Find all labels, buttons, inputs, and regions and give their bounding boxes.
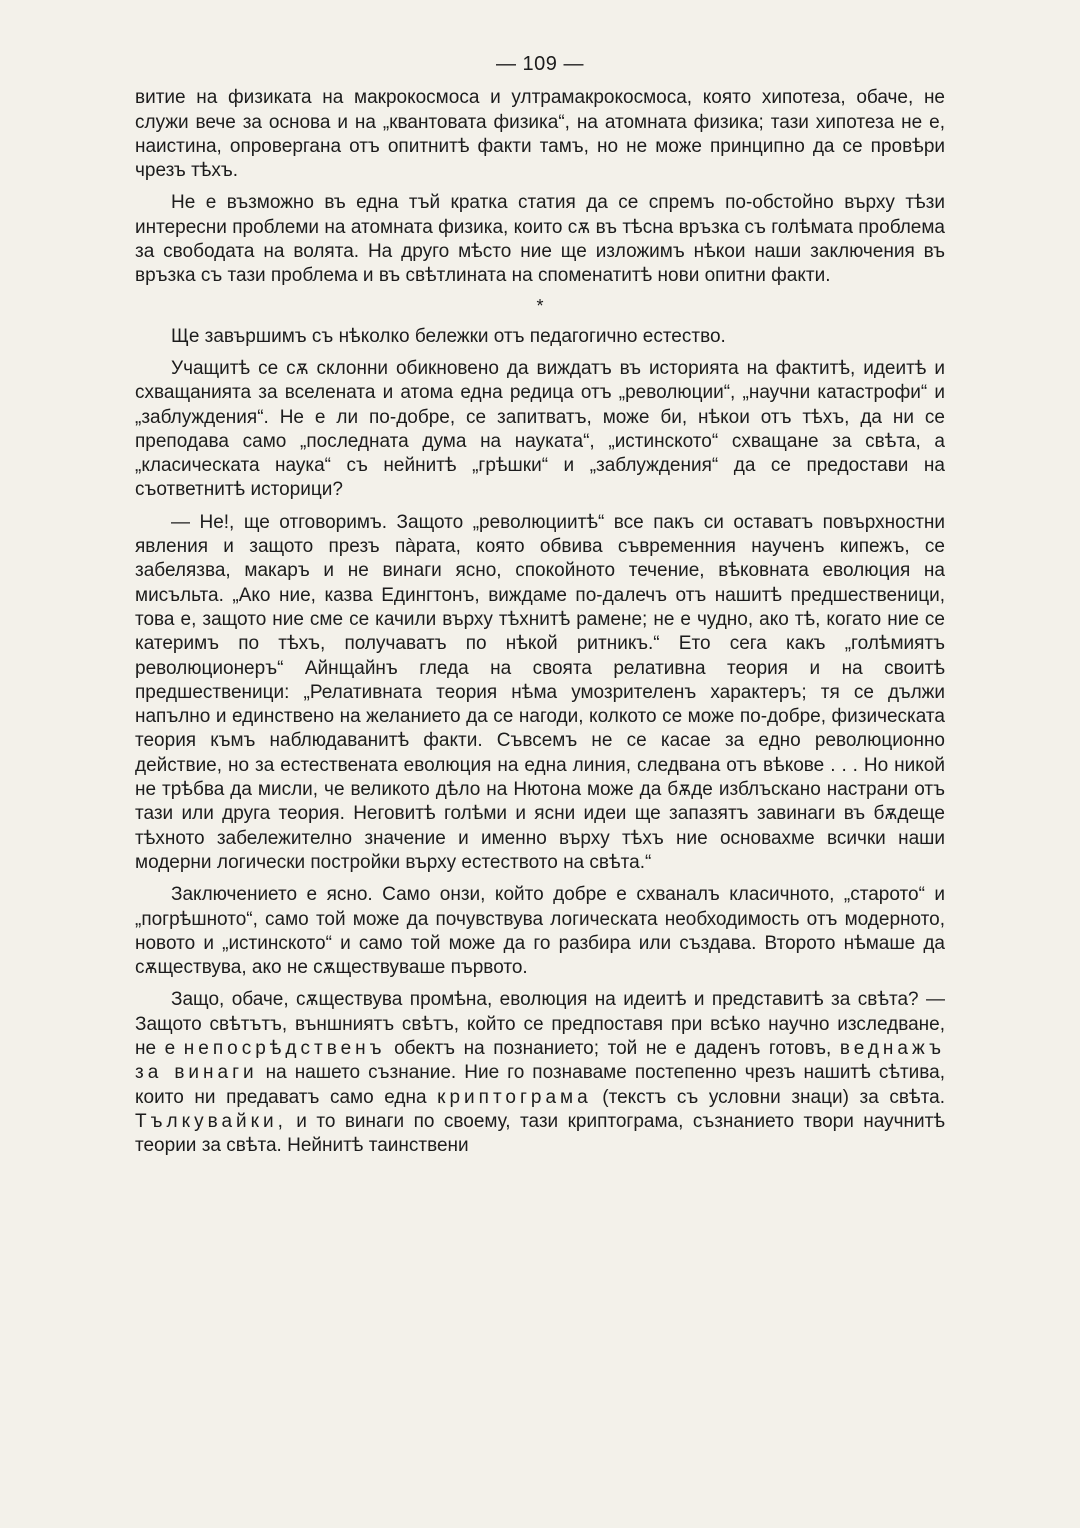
paragraph-7-part4: (текстъ съ условни знаци) за свѣта. <box>591 1086 945 1108</box>
emphasis-interpreting: Тълкувайки, <box>135 1110 287 1132</box>
emphasis-cryptogram: криптограма <box>437 1086 592 1108</box>
paragraph-4: Учащитѣ се сѫ склонни обикновено да виждатъ въ историята на фактитѣ, идеитѣ и схващанията за вселената и атома една редица отъ „революции“, „научни катастрофи“ и „заблуждения“. Не е ли по-добре, се запитватъ, може би, нѣкои отъ тѣхъ, да ни се преподава само „последната дума на науката“, „истинското“ схващане за свѣта, а „класическата наука“ съ нейнитѣ „грѣшки“ и „заблуждения“ да се предостави на съответнитѣ историци? <box>135 357 945 501</box>
paragraph-5: — Не!, ще отговоримъ. Защото „революциитѣ“ все пакъ си оставатъ повърхностни явления и защото презъ пàрата, която обвива съвременния наученъ кипежъ, се забелязва, макаръ и не винаги ясно, спокойното течение, вѣковната еволюция на мисъльта. „Ако ние, казва Едингтонъ, виждаме по-далечъ отъ нашитѣ предшественици, това е, защото ние сме се качили върху тѣхнитѣ рамене; не е чудно, ако тѣ, когато ние се катеримъ по тѣхъ, получаватъ по нѣкой ритникъ.“ Ето сега какъ „голѣмиятъ революционеръ“ Айнщайнъ гледа на своята релативна теория и на своитѣ предшественици: „Релативната теория нѣма умозрителенъ характеръ; тя се дължи напълно и единствено на желанието да се нагоди, колкото се може по-добре, физическата теория къмъ наблюдаванитѣ факти. Съвсемъ не се касае за едно революционно действие, но за естествената еволюция на една линия, следвана отъ вѣкове . . . Но никой не трѣбва да мисли, че великото дѣло на Нютона може да бѫде изблъскано настрани отъ тази или друга теория. Неговитѣ голѣми и ясни идеи ще запазятъ завинаги въ бѫдеще тѣхното забележително значение и именно върху тѣхъ ние основахме всички наши модерни логически постройки върху естеството на свѣта.“ <box>135 511 945 873</box>
emphasis-once-forever: веднажъ за винаги <box>135 1037 945 1084</box>
paragraph-7-part2: обектъ на познанието; той не е даденъ готовъ, <box>385 1037 840 1059</box>
paragraph-7-part3: на нашето съзнание. Ние го познаваме постепенно чрезъ нашитѣ сѣтива, които ни предаватъ само една <box>135 1062 945 1108</box>
paragraph-1: витие на физиката на макрокосмоса и ултрамакрокосмоса, която хипотеза, обаче, не служи вече за основа и на „квантовата физика“, на атомната физика; тази хипотеза не е, наистина, опровергана отъ опитнитѣ факти тамъ, но не може принципно да се провѣри чрезъ тѣхъ. <box>135 87 945 182</box>
emphasis-immediate: непосрѣдственъ <box>183 1037 386 1059</box>
document-page <box>135 52 945 1166</box>
page-number: — 109 — <box>496 53 584 75</box>
paragraph-2: Не е възможно въ една тъй кратка статия да се спремъ по-обстойно върху тѣзи интересни проблеми на атомната физика, които сѫ въ тѣсна връзка съ голѣмата проблема за свободата на волята. На друго мѣсто ние ще изложимъ нѣкои наши заключения въ връзка съ тази проблема и въ свѣтлината на споменатитѣ нови опитни факти. <box>135 192 945 287</box>
section-separator: * <box>536 295 544 316</box>
paragraph-6: Заключението е ясно. Само онзи, който добре е схваналъ класичното, „старото“ и „погрѣшното“, само той може да почувствува логическата необходимость отъ модерното, новото и „истинското“ и само той може да го разбира или създава. Второто нѣмаше да сѫществува, ако не сѫществуваше първото. <box>135 884 945 979</box>
paragraph-7-part1: Защо, обаче, сѫществува промѣна, еволюция на идеитѣ и представитѣ за свѣта? — Защото свѣтътъ, външниятъ свѣтъ, който се предпоставя при всѣко научно изследване, не е <box>135 989 945 1059</box>
paragraph-7 <box>135 988 945 1158</box>
paragraph-3: Ще завършимъ съ нѣколко бележки отъ педагогично естество. <box>171 325 726 347</box>
paragraph-7-part5: и то винаги по своему, тази криптограма, съзнанието твори научнитѣ теории за свѣта. Нейнитѣ таинствени <box>135 1110 945 1157</box>
